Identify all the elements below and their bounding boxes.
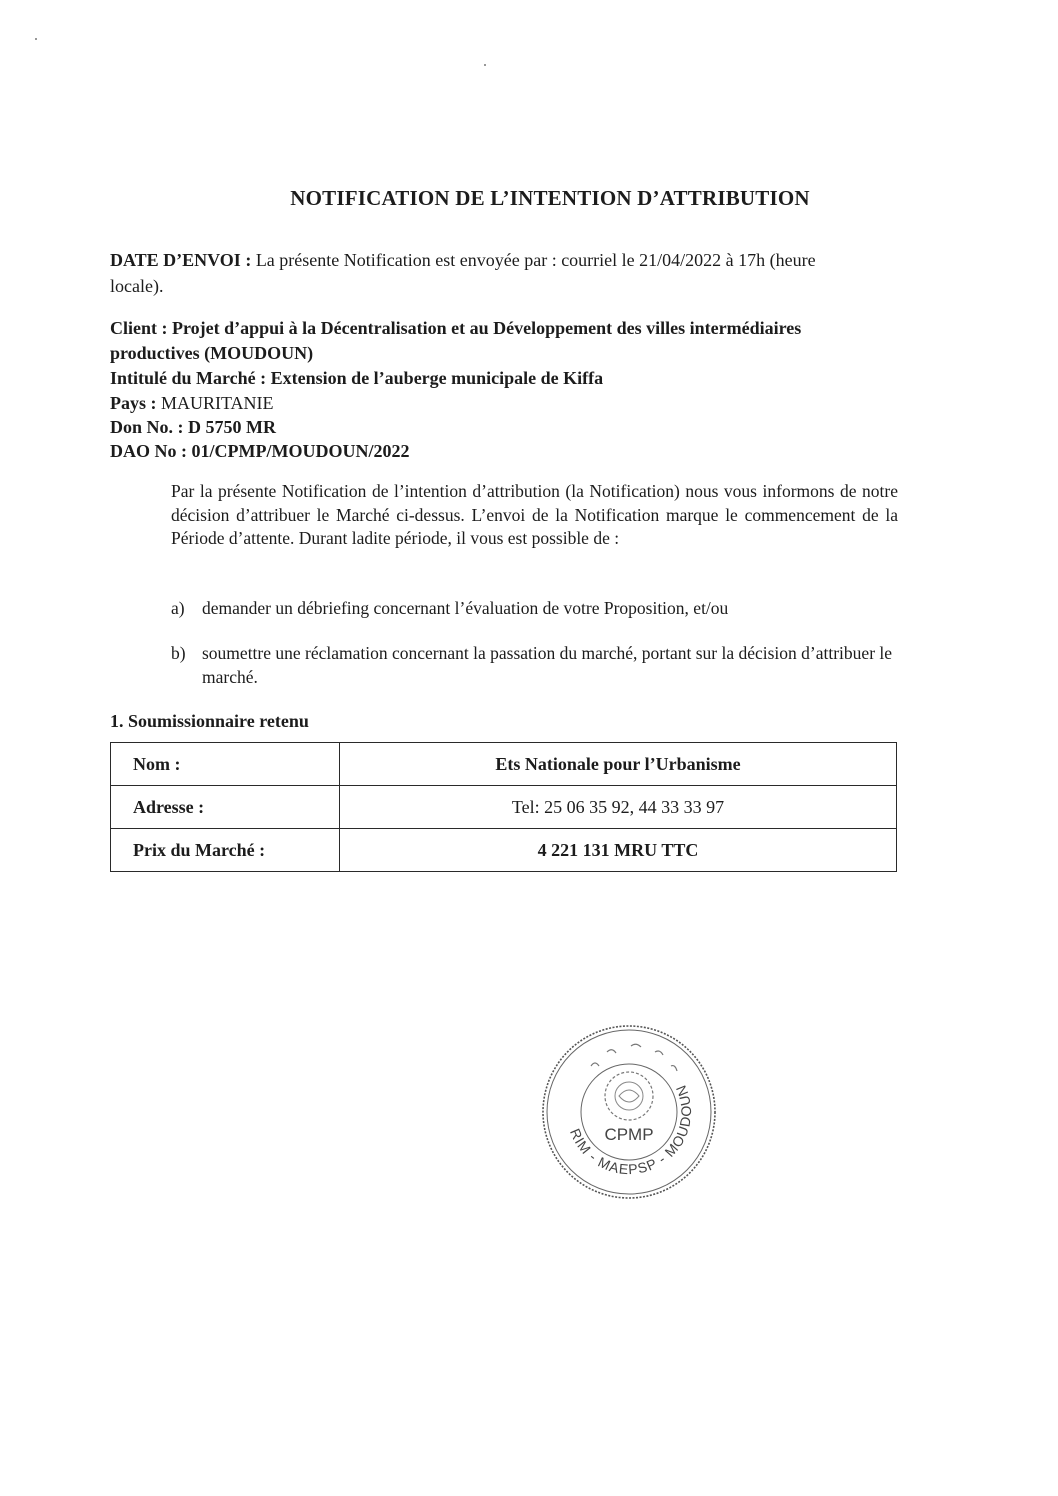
scan-speck: [35, 38, 37, 40]
pays-value: MAURITANIE: [161, 393, 274, 413]
date-label: DATE D’ENVOI :: [110, 250, 252, 270]
date-line-cont: locale).: [110, 276, 164, 296]
award-table: [110, 742, 897, 872]
section-title: 1. Soumissionnaire retenu: [110, 711, 309, 731]
scan-speck: [484, 64, 486, 66]
emblem-icon: [605, 1072, 653, 1120]
adresse-label: Adresse :: [111, 786, 340, 829]
stamp-ring-text: RIM - MAEPSP - MOUDOUN: [567, 1082, 695, 1178]
document-title: NOTIFICATION DE L’INTENTION D’ATTRIBUTION: [290, 186, 810, 210]
option-marker: a): [171, 598, 185, 618]
table-row: [111, 786, 897, 829]
client-line-1: Client : Projet d’appui à la Décentralisation et au Développement des villes intermédiaires: [110, 318, 802, 338]
stamp-script-marks: [591, 1044, 677, 1071]
prix-value: 4 221 131 MRU TTC: [340, 829, 897, 872]
pays-line: [110, 391, 274, 415]
option-b: [171, 641, 898, 689]
date-text: La présente Notification est envoyée par : courriel le 21/04/2022 à 17h (heure: [255, 250, 816, 270]
date-line: [110, 248, 816, 272]
official-stamp: [539, 1022, 719, 1202]
table-row: [111, 743, 897, 786]
dao-line: DAO No : 01/CPMP/MOUDOUN/2022: [110, 441, 410, 461]
table-row: [111, 829, 897, 872]
option-a: [171, 596, 898, 620]
adresse-value: Tel: 25 06 35 92, 44 33 33 97: [340, 786, 897, 829]
pays-label: Pays :: [110, 393, 157, 413]
option-marker: b): [171, 643, 186, 663]
option-text: soumettre une réclamation concernant la passation du marché, portant sur la décision d’attribuer le marché.: [202, 643, 893, 687]
stamp-center-text: CPMP: [604, 1125, 654, 1144]
nom-label: Nom :: [111, 743, 340, 786]
nom-value: Ets Nationale pour l’Urbanisme: [340, 743, 897, 786]
intitule-line: Intitulé du Marché : Extension de l’auberge municipale de Kiffa: [110, 368, 604, 388]
client-line-2: productives (MOUDOUN): [110, 343, 314, 363]
don-line: Don No. : D 5750 MR: [110, 417, 276, 437]
prix-label: Prix du Marché :: [111, 829, 340, 872]
notification-paragraph: Par la présente Notification de l’intention d’attribution (la Notification) nous vous informons de notre décision d’attribuer le Marché ci-dessus. L’envoi de la Notification marque le commencement de la Période d’attente. Durant ladite période, il vous est possible de :: [171, 481, 898, 548]
option-text: demander un débriefing concernant l’évaluation de votre Proposition, et/ou: [202, 598, 729, 618]
